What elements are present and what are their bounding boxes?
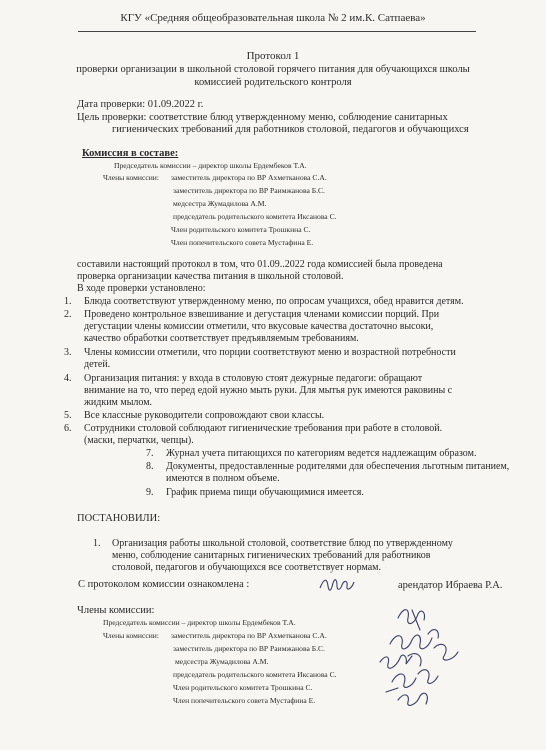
check-date: Дата проверки: 01.09.2022 г. xyxy=(77,99,204,110)
member-signatures xyxy=(368,604,468,716)
commission-member: Член попечительского совета Мустафина Е. xyxy=(171,238,314,247)
finding-8-line-1: Документы, предоставленные родителями для обеспечения льготным питанием, xyxy=(166,461,510,472)
resolution-line-2: меню, соблюдение санитарных гигиенических требований для работников xyxy=(112,550,431,561)
commission-members-label: Члены комиссии: xyxy=(103,173,159,182)
finding-number: 2. xyxy=(64,309,72,320)
signatures-member: заместитель директора по ВР Раимжанова Б.С. xyxy=(173,644,325,653)
commission-member: медсестра Жумадилова А.М. xyxy=(173,199,267,208)
finding-3-line-2: детей. xyxy=(84,359,111,370)
finding-4-line-1: Организация питания: у входа в столовую стоят дежурные педагоги: обращают xyxy=(84,373,423,384)
finding-number: 4. xyxy=(64,373,72,384)
finding-number: 3. xyxy=(64,347,72,358)
commission-heading: Комиссия в составе: xyxy=(82,148,179,159)
signatures-members-label: Члены комиссии: xyxy=(103,631,159,640)
commission-member: заместитель директора по ВР Раимжанова Б.С. xyxy=(173,186,325,195)
protocol-title: Протокол 1 xyxy=(246,50,300,62)
finding-2-line-3: качество обработки соответствует предъявляемым требованиям. xyxy=(84,333,359,344)
finding-6-line-1: Сотрудники столовой соблюдают гигиенические требования при работе в столовой. xyxy=(84,423,443,434)
finding-1: Блюда соответствуют утвержденному меню, по опросам учащихся, обед нравится детям. xyxy=(84,296,464,307)
finding-number: 8. xyxy=(146,461,154,472)
school-name: КГУ «Средняя общеобразовательная школа № 2 им.К. Сатпаева» xyxy=(120,12,426,24)
finding-2-line-2: дегустации члены комиссии отметили, что вкусовые качества достаточно высоки, xyxy=(84,321,434,332)
resolution-line-1: Организация работы школьной столовой, соответствие блюд по утвержденному xyxy=(112,538,453,549)
commission-member: председатель родительского комитета Иксанова С. xyxy=(173,212,337,221)
intro-line-1: составили настоящий протокол в том, что 01.09..2022 года комиссией была проведена xyxy=(77,259,443,270)
tenant-signature xyxy=(318,574,356,596)
ack-text: С протоколом комиссии ознакомлена : xyxy=(78,579,250,590)
resolution-number: 1. xyxy=(93,538,101,549)
check-purpose-1: Цель проверки: соответствие блюд утвержденному меню, соблюдение санитарных xyxy=(77,112,448,123)
finding-4-line-2: внимание на то, что перед едой нужно мыть руки. Для мытья рук имеются раковины с xyxy=(84,385,453,396)
finding-number: 5. xyxy=(64,410,72,421)
finding-5: Все классные руководители сопровождают свои классы. xyxy=(84,410,325,421)
intro-line-3: В ходе проверки установлено: xyxy=(77,283,206,294)
signatures-member: Член попечительского совета Мустафина Е. xyxy=(173,696,316,705)
finding-7: Журнал учета питающихся по категориям ведется надлежащим образом. xyxy=(166,448,477,459)
intro-line-2: проверка организации качества питания в школьной столовой. xyxy=(77,271,344,282)
commission-member: Член родительского комитета Трошкина С. xyxy=(171,225,311,234)
finding-number: 7. xyxy=(146,448,154,459)
signatures-heading: Члены комиссии: xyxy=(77,605,155,616)
commission-chair: Председатель комиссии – директор школы Ердембеков Т.А. xyxy=(114,161,307,170)
signatures-member: председатель родительского комитета Иксанова С. xyxy=(173,670,337,679)
finding-2-line-1: Проведено контрольное взвешивание и дегустация членами комиссии порций. При xyxy=(84,309,440,320)
header-rule xyxy=(78,31,476,32)
commission-member: заместитель директора по ВР Ахметканова С.А. xyxy=(171,173,327,182)
finding-8-line-2: имеются в полном объеме. xyxy=(166,473,280,484)
ack-tenant: арендатор Ибраева Р.А. xyxy=(398,580,503,591)
signatures-member: Член родительского комитета Трошкина С. xyxy=(173,683,313,692)
finding-4-line-3: жидким мылом. xyxy=(84,397,153,408)
protocol-subtitle-2: комиссией родительского контроля xyxy=(194,77,352,88)
finding-number: 6. xyxy=(64,423,72,434)
finding-number: 9. xyxy=(146,487,154,498)
finding-9: График приема пищи обучающимися имеется. xyxy=(166,487,364,498)
finding-6-line-2: (маски, перчатки, чепцы). xyxy=(84,435,194,446)
check-purpose-2: гигиенических требований для работников столовой, педагогов и обучающихся xyxy=(112,124,469,135)
resolution-heading: ПОСТАНОВИЛИ: xyxy=(77,513,161,524)
finding-number: 1. xyxy=(64,296,72,307)
signatures-member: медсестра Жумадилова А.М. xyxy=(175,657,269,666)
protocol-subtitle-1: проверки организации в школьной столовой горячего питания для обучающихся школы xyxy=(76,64,470,75)
finding-3-line-1: Члены комиссии отметили, что порции соответствуют меню и возрастной потребности xyxy=(84,347,456,358)
resolution-line-3: столовой, педагогов и обучающихся все соответствует нормам. xyxy=(112,562,381,573)
signatures-chair: Председатель комиссии – директор школы Ердембеков Т.А. xyxy=(103,618,296,627)
signatures-member: заместитель директора по ВР Ахметканова С.А. xyxy=(171,631,327,640)
